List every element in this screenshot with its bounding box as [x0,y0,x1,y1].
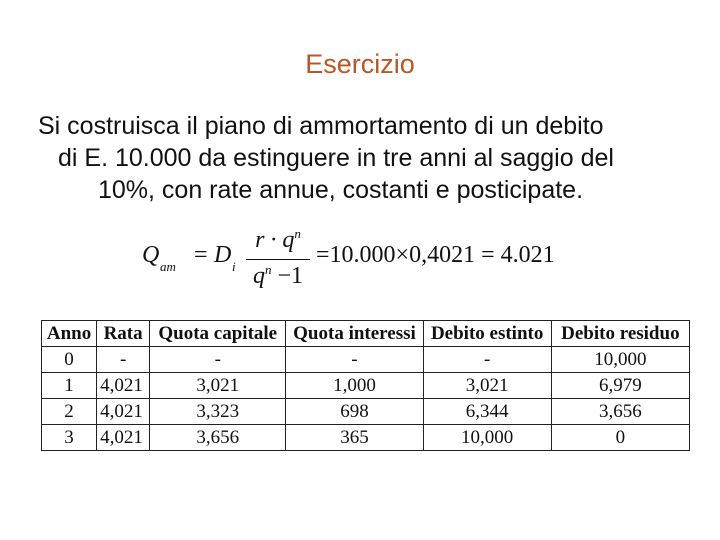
cell-debito-residuo: 10,000 [551,347,689,373]
cell-debito-estinto: 6,344 [423,399,551,425]
formula-d: D [214,242,232,268]
table-row [42,373,690,399]
formula-denominator-minus: −1 [271,263,304,289]
cell-quota-capitale: - [150,347,286,373]
formula-q-subscript: am [160,259,176,274]
cell-debito-estinto: - [423,347,551,373]
header-rata: Rata [97,321,150,347]
cell-quota-interessi: 698 [286,399,423,425]
cell-debito-residuo: 6,979 [551,373,689,399]
formula-numerator-exponent: n [294,226,301,241]
cell-quota-capitale: 3,021 [150,373,286,399]
cell-rata: 4,021 [97,425,150,451]
table-header-row [42,321,690,347]
header-anno: Anno [42,321,97,347]
cell-quota-interessi: 1,000 [286,373,423,399]
cell-rata: 4,021 [97,373,150,399]
exercise-text [38,110,688,206]
cell-anno: 1 [42,373,97,399]
cell-debito-residuo: 3,656 [551,399,689,425]
cell-anno: 0 [42,347,97,373]
formula-numerator-text: r · q [255,227,295,253]
cell-rata: - [97,347,150,373]
cell-rata: 4,021 [97,399,150,425]
amortization-table [41,320,690,451]
header-quota-capitale: Quota capitale [150,321,286,347]
cell-anno: 2 [42,399,97,425]
table-row [42,399,690,425]
formula-result: =10.000×0,4021 = 4.021 [316,242,555,268]
cell-quota-capitale: 3,323 [150,399,286,425]
slide-title: Esercizio [305,49,415,79]
formula-q: Q [142,242,160,268]
formula-numerator [248,226,308,254]
cell-debito-estinto: 3,021 [423,373,551,399]
formula-fraction-bar [246,259,310,260]
cell-quota-interessi: 365 [286,425,423,451]
formula-denominator [248,262,308,290]
cell-debito-residuo: 0 [551,425,689,451]
cell-debito-estinto: 10,000 [423,425,551,451]
header-debito-estinto: Debito estinto [423,321,551,347]
header-debito-residuo: Debito residuo [551,321,689,347]
exercise-line-1: Si costruisca il piano di ammortamento di un debito [38,112,604,140]
cell-anno: 3 [42,425,97,451]
table-row [42,425,690,451]
formula-denominator-exponent: n [264,262,272,277]
cell-quota-interessi: - [286,347,423,373]
formula-d-subscript: i [232,259,236,274]
installment-formula [140,226,620,292]
header-quota-interessi: Quota interessi [286,321,423,347]
formula-equals: = [194,242,208,268]
exercise-line-3: 10%, con rate annue, costanti e posticipate. [98,176,584,204]
cell-quota-capitale: 3,656 [150,425,286,451]
table-row [42,347,690,373]
exercise-line-2: di E. 10.000 da estinguere in tre anni al saggio del [58,144,614,172]
formula-denominator-q: q [252,263,265,289]
